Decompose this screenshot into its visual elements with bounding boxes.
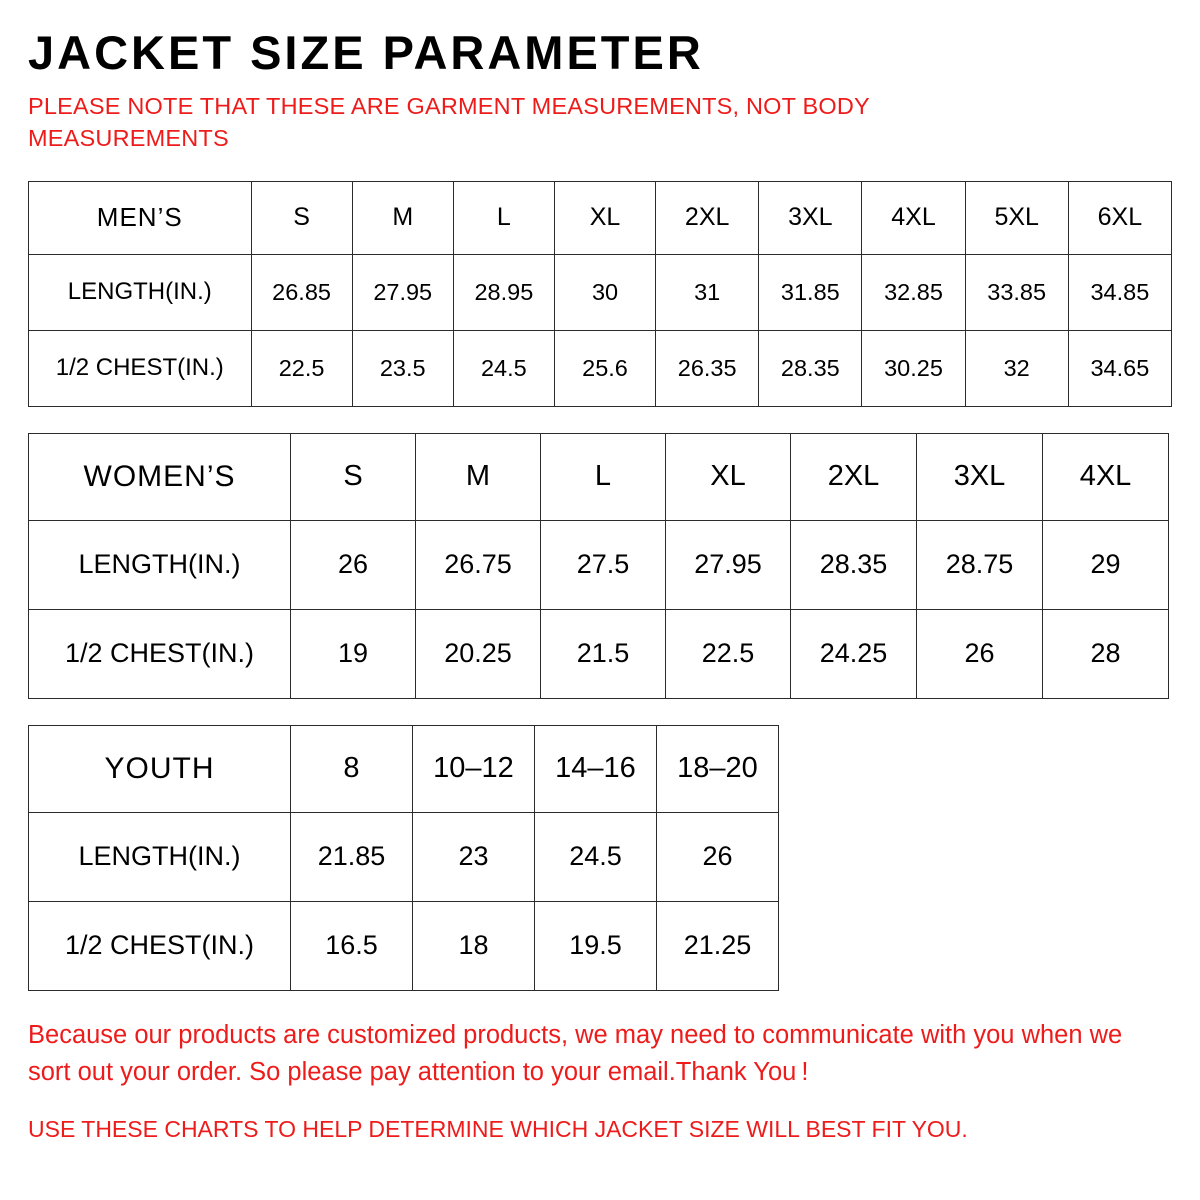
womens-size-s: S bbox=[291, 433, 416, 520]
youth-row0-v3: 26 bbox=[657, 812, 779, 901]
mens-size-5xl: 5XL bbox=[965, 181, 1068, 254]
womens-row1-v2: 21.5 bbox=[541, 609, 666, 698]
womens-row0-v1: 26.75 bbox=[416, 520, 541, 609]
womens-size-table bbox=[28, 433, 1169, 699]
mens-header-label: MEN’S bbox=[29, 181, 252, 254]
mens-row0-v6: 32.85 bbox=[862, 254, 965, 330]
mens-row0-v0: 26.85 bbox=[251, 254, 352, 330]
footer-paragraph: Because our products are customized products, we may need to communicate with you when we sort out your order. So please pay attention to your email.Thank You ! bbox=[28, 1020, 1123, 1086]
mens-size-xl: XL bbox=[554, 181, 655, 254]
page-title: JACKET SIZE PARAMETER bbox=[28, 26, 704, 79]
mens-header-row bbox=[29, 181, 1172, 254]
youth-row0-v1: 23 bbox=[413, 812, 535, 901]
mens-size-s: S bbox=[251, 181, 352, 254]
womens-row0-v6: 29 bbox=[1043, 520, 1169, 609]
youth-header-label: YOUTH bbox=[29, 725, 291, 812]
mens-size-4xl: 4XL bbox=[862, 181, 965, 254]
mens-row1-v4: 26.35 bbox=[656, 330, 759, 406]
womens-row0-label: LENGTH(IN.) bbox=[29, 520, 291, 609]
womens-header-row bbox=[29, 433, 1169, 520]
mens-row1-v3: 25.6 bbox=[554, 330, 655, 406]
youth-row1-v3: 21.25 bbox=[657, 901, 779, 990]
womens-row0-v0: 26 bbox=[291, 520, 416, 609]
youth-row1-v1: 18 bbox=[413, 901, 535, 990]
table-row bbox=[29, 901, 779, 990]
mens-row1-v6: 30.25 bbox=[862, 330, 965, 406]
youth-size-8: 8 bbox=[291, 725, 413, 812]
mens-row0-v1: 27.95 bbox=[352, 254, 453, 330]
youth-size-table bbox=[28, 725, 779, 991]
womens-row1-v5: 26 bbox=[917, 609, 1043, 698]
womens-row1-v1: 20.25 bbox=[416, 609, 541, 698]
womens-size-2xl: 2XL bbox=[791, 433, 917, 520]
mens-row1-v2: 24.5 bbox=[453, 330, 554, 406]
womens-row1-label: 1/2 CHEST(IN.) bbox=[29, 609, 291, 698]
mens-row0-v2: 28.95 bbox=[453, 254, 554, 330]
mens-row0-v8: 34.85 bbox=[1068, 254, 1171, 330]
womens-size-l: L bbox=[541, 433, 666, 520]
youth-row1-label: 1/2 CHEST(IN.) bbox=[29, 901, 291, 990]
mens-row1-v5: 28.35 bbox=[759, 330, 862, 406]
youth-size-14-16: 14–16 bbox=[535, 725, 657, 812]
womens-size-m: M bbox=[416, 433, 541, 520]
mens-row0-v5: 31.85 bbox=[759, 254, 862, 330]
womens-header-label: WOMEN’S bbox=[29, 433, 291, 520]
youth-row1-v2: 19.5 bbox=[535, 901, 657, 990]
mens-size-m: M bbox=[352, 181, 453, 254]
footer-line2: USE THESE CHARTS TO HELP DETERMINE WHICH JACKET SIZE WILL BEST FIT YOU. bbox=[28, 1115, 968, 1142]
top-note: PLEASE NOTE THAT THESE ARE GARMENT MEASUREMENTS, NOT BODY MEASUREMENTS bbox=[28, 93, 870, 152]
womens-row1-v0: 19 bbox=[291, 609, 416, 698]
mens-row0-label: LENGTH(IN.) bbox=[29, 254, 252, 330]
youth-row0-v2: 24.5 bbox=[535, 812, 657, 901]
mens-row1-v7: 32 bbox=[965, 330, 1068, 406]
mens-row1-label: 1/2 CHEST(IN.) bbox=[29, 330, 252, 406]
womens-row0-v2: 27.5 bbox=[541, 520, 666, 609]
mens-row0-v4: 31 bbox=[656, 254, 759, 330]
womens-row0-v3: 27.95 bbox=[666, 520, 791, 609]
mens-row1-v1: 23.5 bbox=[352, 330, 453, 406]
womens-row1-v6: 28 bbox=[1043, 609, 1169, 698]
womens-row0-v4: 28.35 bbox=[791, 520, 917, 609]
youth-size-18-20: 18–20 bbox=[657, 725, 779, 812]
table-row bbox=[29, 254, 1172, 330]
youth-row0-label: LENGTH(IN.) bbox=[29, 812, 291, 901]
mens-size-2xl: 2XL bbox=[656, 181, 759, 254]
youth-row1-v0: 16.5 bbox=[291, 901, 413, 990]
womens-row1-v4: 24.25 bbox=[791, 609, 917, 698]
mens-row0-v3: 30 bbox=[554, 254, 655, 330]
mens-row1-v8: 34.65 bbox=[1068, 330, 1171, 406]
womens-size-3xl: 3XL bbox=[917, 433, 1043, 520]
womens-row0-v5: 28.75 bbox=[917, 520, 1043, 609]
mens-row1-v0: 22.5 bbox=[251, 330, 352, 406]
mens-size-6xl: 6XL bbox=[1068, 181, 1171, 254]
table-row bbox=[29, 812, 779, 901]
womens-size-4xl: 4XL bbox=[1043, 433, 1169, 520]
womens-row1-v3: 22.5 bbox=[666, 609, 791, 698]
mens-row0-v7: 33.85 bbox=[965, 254, 1068, 330]
womens-size-xl: XL bbox=[666, 433, 791, 520]
mens-size-3xl: 3XL bbox=[759, 181, 862, 254]
table-row bbox=[29, 609, 1169, 698]
youth-size-10-12: 10–12 bbox=[413, 725, 535, 812]
youth-row0-v0: 21.85 bbox=[291, 812, 413, 901]
mens-size-table bbox=[28, 181, 1172, 407]
mens-size-l: L bbox=[453, 181, 554, 254]
youth-header-row bbox=[29, 725, 779, 812]
table-row bbox=[29, 520, 1169, 609]
table-row bbox=[29, 330, 1172, 406]
